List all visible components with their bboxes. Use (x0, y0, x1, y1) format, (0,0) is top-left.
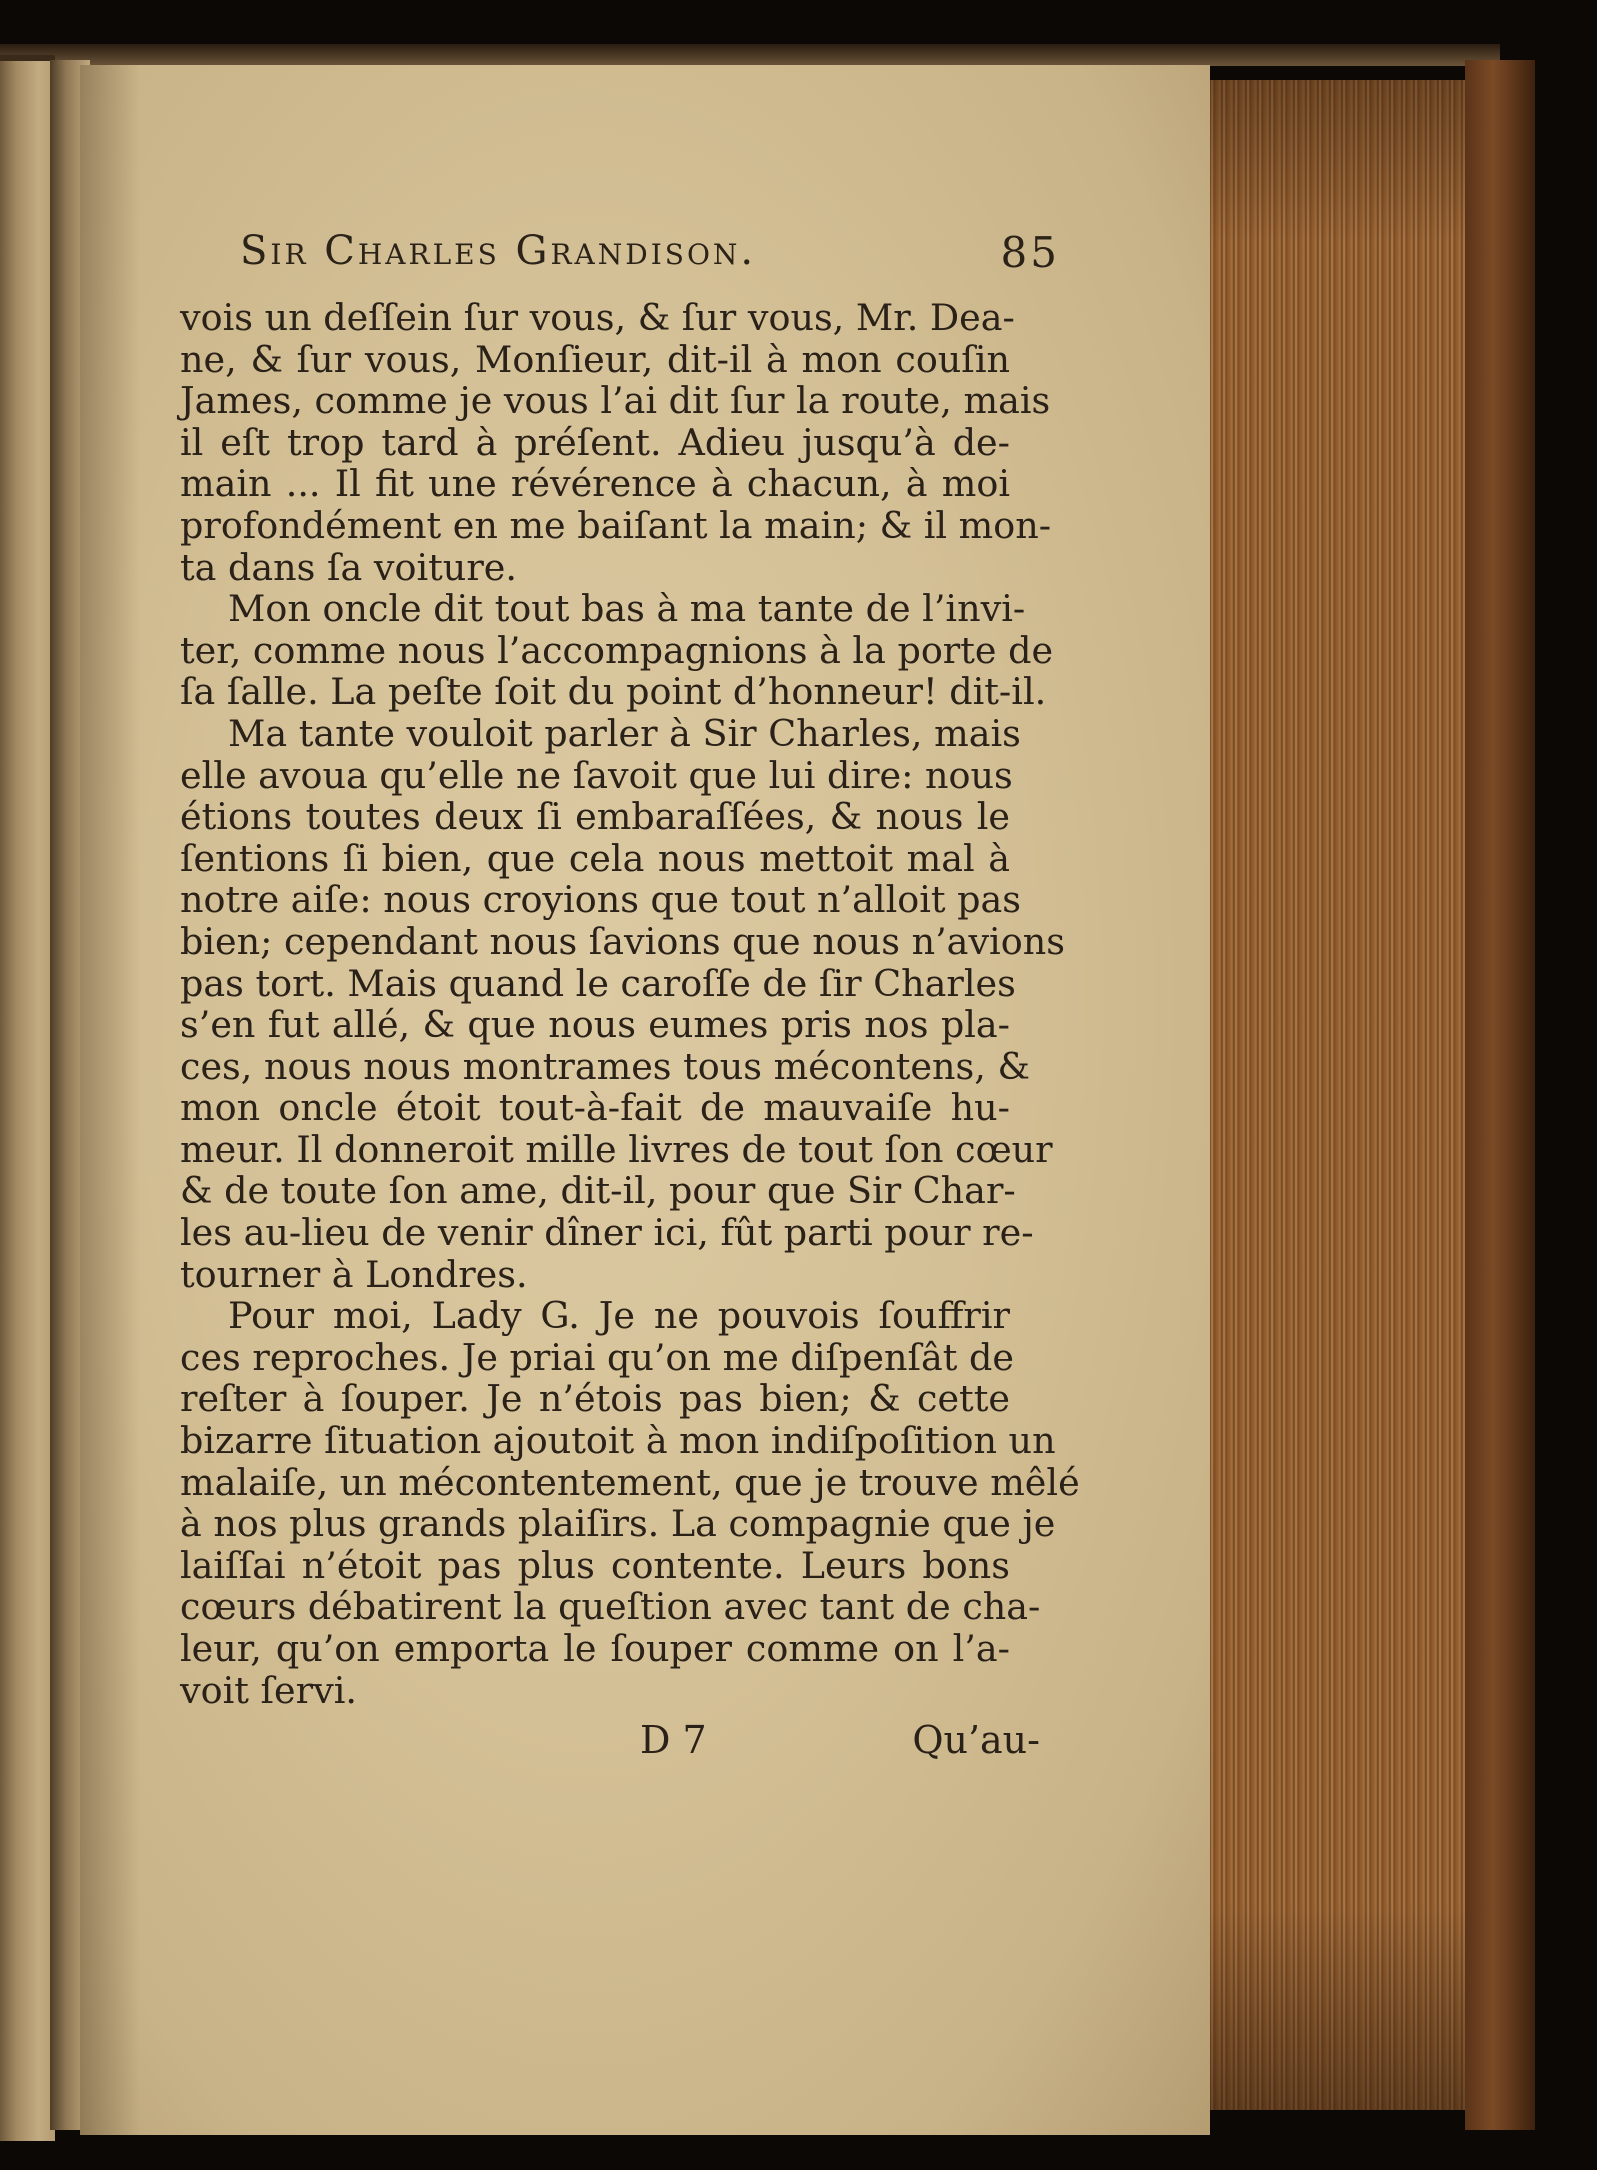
text-line: s’en fut allé, & que nous eumes pris nos pla- (180, 1003, 1010, 1047)
signature-mark: D 7 (640, 1718, 707, 1762)
text-line: bien; cependant nous ſavions que nous n’avions (180, 919, 1065, 963)
page-footer (640, 1718, 1040, 1768)
body-text (180, 296, 1080, 1712)
text-line: James, comme je vous l’ai dit ſur la route, mais (180, 379, 1051, 423)
text-line: main ... Il fit une révérence à chacun, à moi (180, 462, 1010, 506)
text-line: & de toute ſon ame, dit-il, pour que Sir Char- (180, 1169, 1016, 1213)
running-head-title: Sir Charles Grandison. (240, 228, 757, 274)
catchword: Qu’au- (912, 1718, 1040, 1762)
text-line: Pour moi, Lady G. Je ne pouvois ſouffrir (228, 1294, 1010, 1338)
running-head (240, 228, 1060, 288)
book-cover-edge (1465, 60, 1535, 2130)
text-line: les au-lieu de venir dîner ici, fût parti pour re- (180, 1211, 1034, 1255)
text-line: vois un deſſein ſur vous, & ſur vous, Mr. Dea- (180, 296, 1015, 339)
text-line: mon oncle étoit tout-à-fait de mauvaiſe hu- (180, 1086, 1010, 1130)
text-line: pas tort. Mais quand le caroſſe de ſir Charles (180, 961, 1016, 1005)
text-line: profondément en me baiſant la main; & il mon- (180, 503, 1052, 547)
text-line: ta dans ſa voiture. (180, 545, 517, 589)
page-block-edges (1205, 80, 1470, 2110)
page-number: 85 (1000, 228, 1060, 277)
text-line: ne, & ſur vous, Monſieur, dit-il à mon couſin (180, 337, 1010, 381)
text-line: étions toutes deux ſi embaraſſées, & nous le (180, 795, 1010, 839)
text-line: Ma tante vouloit parler à Sir Charles, mais (228, 711, 1021, 755)
text-line: malaiſe, un mécontentement, que je trouve mêlé (180, 1460, 1080, 1504)
text-line: Mon oncle dit tout bas à ma tante de l’invi- (228, 587, 1026, 631)
book-top-shadow (0, 44, 1500, 66)
left-facing-page (0, 55, 55, 2141)
text-line: laiſſai n’étoit pas plus contente. Leurs bons (180, 1543, 1010, 1587)
text-line: il eſt trop tard à préſent. Adieu jusqu’à de- (180, 420, 1010, 464)
text-line: tourner à Londres. (180, 1252, 528, 1296)
text-line: notre aiſe: nous croyions que tout n’alloit pas (180, 878, 1022, 922)
text-line: leur, qu’on emporta le ſouper comme on l’a- (180, 1627, 1010, 1670)
text-line: ter, comme nous l’accompagnions à la porte de (180, 628, 1054, 672)
text-line: ſa ſalle. La peſte ſoit du point d’honneur! dit-il. (180, 670, 1047, 714)
text-line: ces reproches. Je priai qu’on me diſpenſât de (180, 1335, 1014, 1379)
text-line: elle avoua qu’elle ne ſavoit que lui dire: nous (180, 753, 1013, 797)
text-line: ſentions ſi bien, que cela nous mettoit mal à (180, 836, 1010, 880)
text-line: à nos plus grands plaiſirs. La compagnie que je (180, 1502, 1056, 1546)
text-line: meur. Il donneroit mille livres de tout ſon cœur (180, 1127, 1053, 1171)
text-line: ces, nous nous montrames tous mécontens, & (180, 1044, 1030, 1088)
text-line: voit ſervi. (180, 1668, 357, 1712)
text-line: reſter à ſouper. Je n’étois pas bien; & cette (180, 1377, 1010, 1421)
text-line: cœurs débatirent la queſtion avec tant de cha- (180, 1585, 1041, 1629)
text-line: bizarre ſituation ajoutoit à mon indiſpoſition un (180, 1419, 1056, 1463)
